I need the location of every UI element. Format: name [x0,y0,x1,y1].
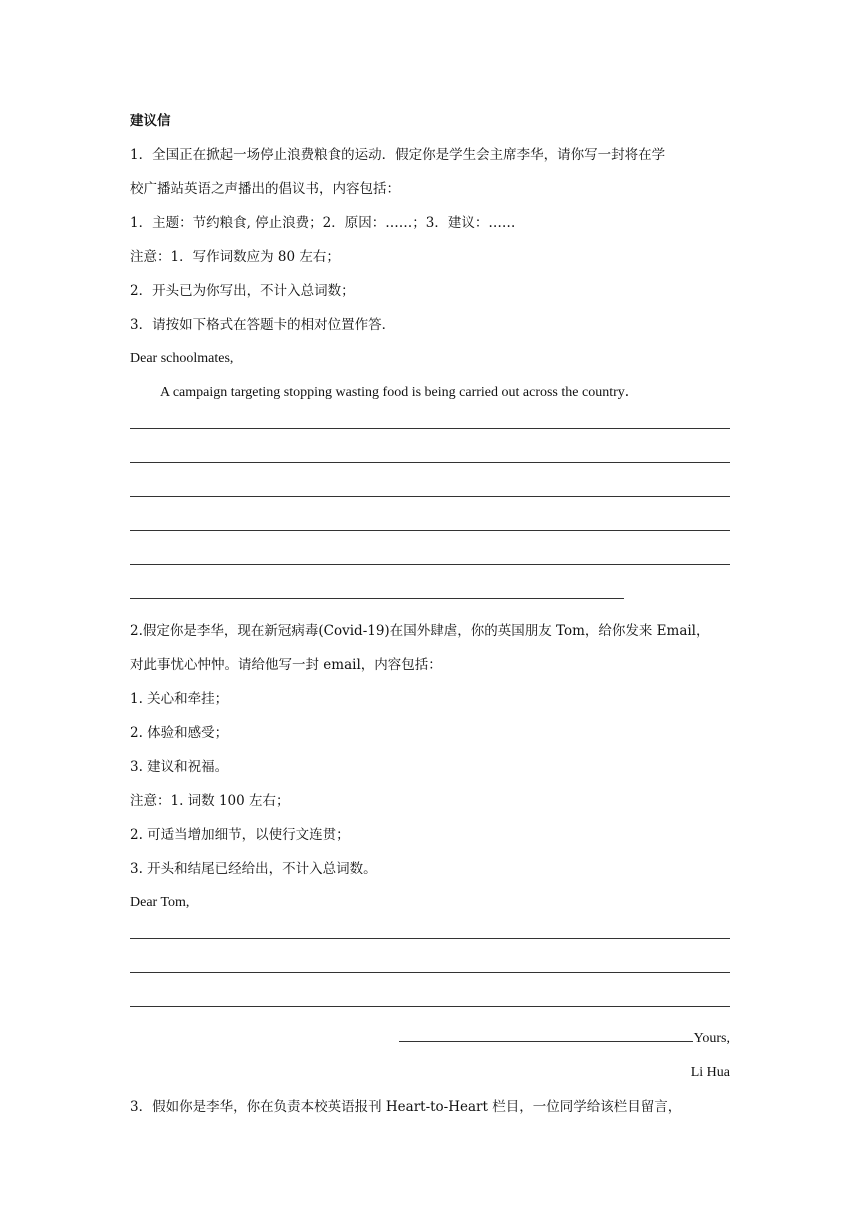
q1-prompt-line-1: 1．全国正在掀起一场停止浪费粮食的运动．假定你是学生会主席李华，请你写一封将在学 [130,147,666,163]
q2-prompt-line-2: 对此事忧心忡忡。请给他写一封 email，内容包括： [130,657,442,673]
answer-line[interactable] [130,512,730,546]
q1-prompt-line-2: 校广播站英语之声播出的倡议书，内容包括： [130,181,400,197]
q1-note-3: 3．请按如下格式在答题卡的相对位置作答． [130,317,396,333]
q1-content-points: 1．主题：节约粮食, 停止浪费；2．原因：……；3．建议：…… [130,215,516,231]
answer-line[interactable] [130,478,730,512]
q2-prompt-line-1: 2.假定你是李华，现在新冠病毒(Covid-19)在国外肆虐，你的英国朋友 Tom，给你发来 Email， [130,623,710,639]
answer-line[interactable] [130,546,730,580]
q2-note-2: 2. 可适当增加细节，以使行文连贯； [130,827,350,843]
answer-line[interactable] [130,920,730,954]
answer-line[interactable] [399,1027,693,1042]
answer-line[interactable] [130,954,730,988]
q3-prompt-line-1: 3．假如你是李华，你在负责本校英语报刊 Heart-to-Heart 栏目，一位同学给该栏目留言， [130,1099,682,1115]
q2-item-3: 3. 建议和祝福。 [130,759,229,775]
answer-line[interactable] [130,444,730,478]
answer-line[interactable] [130,988,730,1022]
q2-item-2: 2. 体验和感受； [130,725,229,741]
answer-line[interactable] [130,580,730,614]
q2-closing [130,1022,730,1056]
document-page [130,104,730,1124]
q1-note-1: 注意：1．写作词数应为 80 左右； [130,249,340,265]
q2-note-1: 注意：1. 词数 100 左右； [130,793,290,809]
q1-opening-sentence: A campaign targeting stopping wasting food is being carried out across the country． [160,385,639,400]
q1-note-2: 2．开头已为你写出，不计入总词数； [130,283,355,299]
q2-note-3: 3. 开头和结尾已经给出，不计入总词数。 [130,861,377,877]
answer-line[interactable] [130,410,730,444]
q1-salutation: Dear schoolmates, [130,351,234,366]
q2-salutation: Dear Tom, [130,895,190,910]
closing-word: Yours, [693,1031,730,1046]
q2-item-1: 1. 关心和牵挂； [130,691,229,707]
section-heading: 建议信 [130,113,171,129]
q2-signature: Li Hua [690,1065,730,1080]
